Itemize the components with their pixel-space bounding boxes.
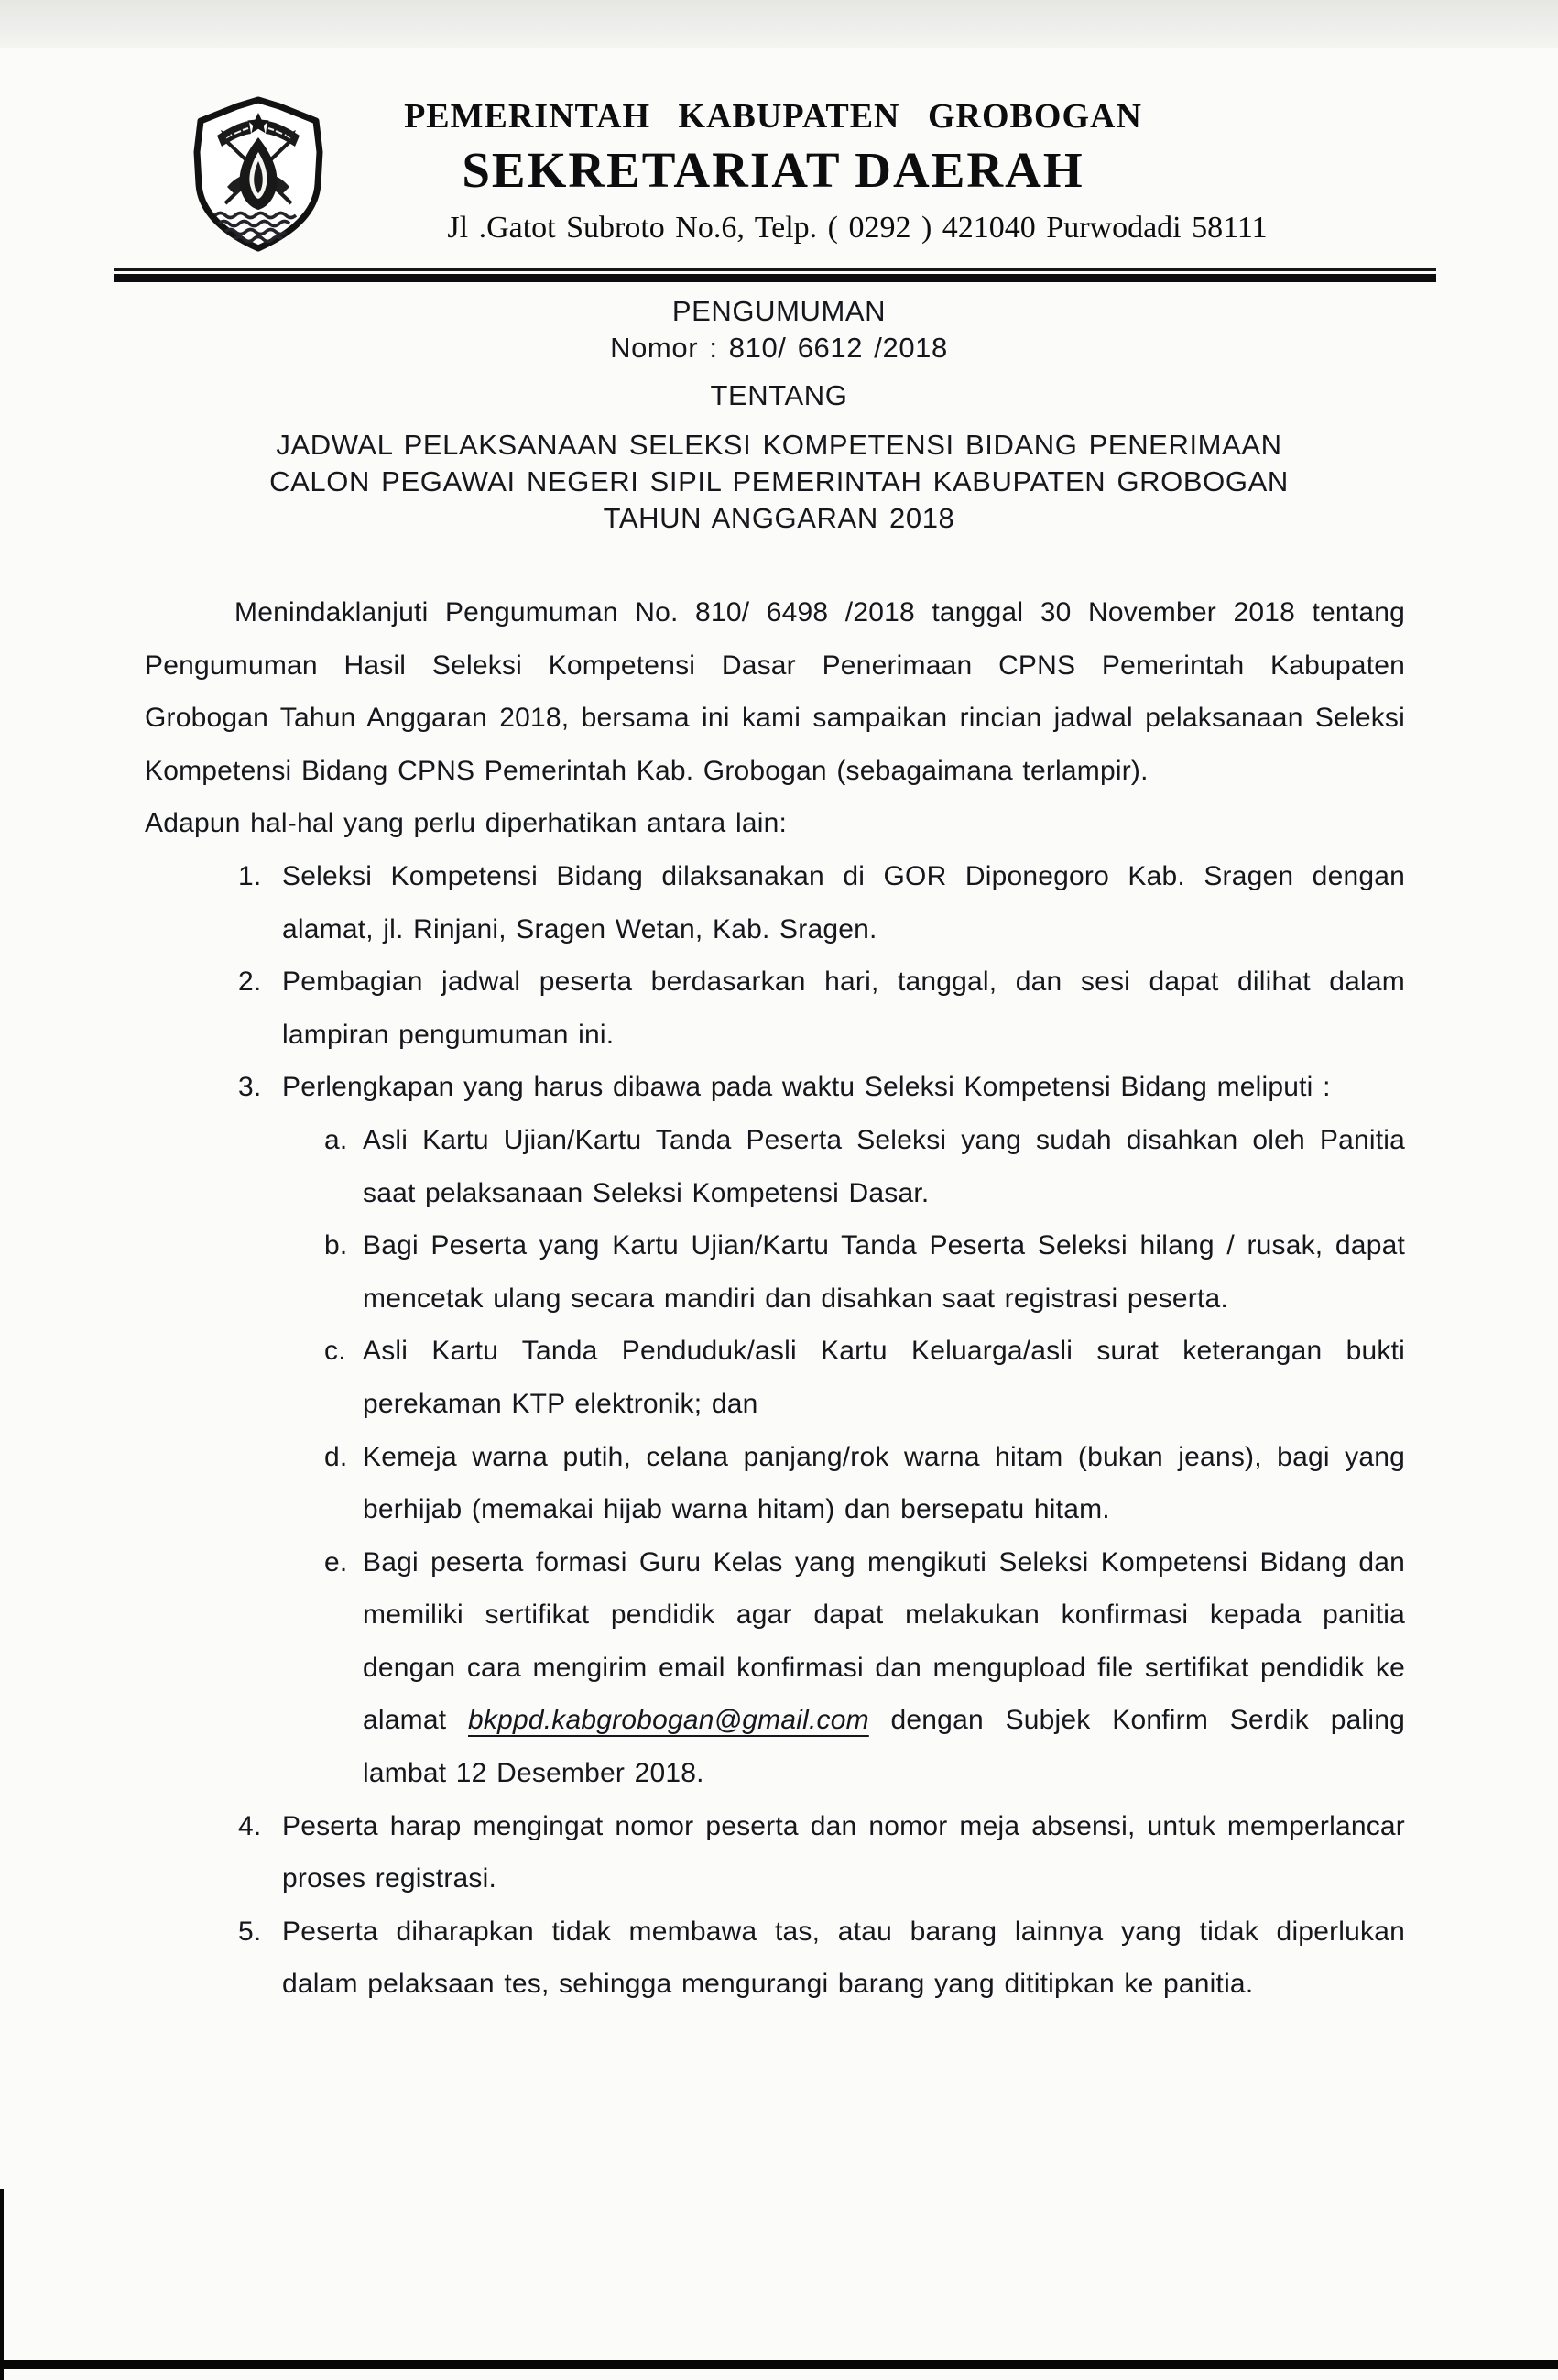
list-marker: c. — [324, 1336, 346, 1367]
sub-item-text: Asli Kartu Tanda Penduduk/asli Kartu Keluarga/asli surat keterangan bukti perekaman KTP elektronik; dan — [363, 1336, 1405, 1419]
letter-body — [145, 586, 1405, 2011]
address-line: Jl .Gatot Subroto No.6, Telp. ( 0292 ) 421040 Purwodadi 58111 — [447, 211, 1268, 245]
scan-bottom-edge-artifact — [0, 2360, 1558, 2369]
divider-thick-line — [114, 274, 1436, 282]
government-name: PEMERINTAH KABUPATEN GROBOGAN — [404, 97, 1142, 136]
list-item-3 — [145, 1061, 1405, 1114]
list-marker: 5. — [238, 1916, 262, 1947]
list-item-text: Peserta diharapkan tidak membawa tas, atau barang lainnya yang tidak diperlukan dalam pelaksaan tes, sehingga mengurangi barang yang dititipkan ke panitia. — [282, 1916, 1405, 2000]
subject-line-3: TAHUN ANGGARAN 2018 — [603, 502, 955, 534]
sub-item-text — [363, 1547, 1405, 1788]
letterhead-divider — [114, 268, 1436, 282]
scan-top-edge-artifact — [0, 0, 1558, 48]
doc-type-heading: PENGUMUMAN — [671, 295, 887, 327]
subject-line-1: JADWAL PELAKSANAAN SELEKSI KOMPETENSI BIDANG PENERIMAAN — [276, 429, 1282, 461]
list-marker: 1. — [238, 860, 262, 891]
list-item-text: Perlengkapan yang harus dibawa pada waktu Seleksi Kompetensi Bidang meliputi : — [282, 1072, 1331, 1103]
list-marker: e. — [324, 1546, 348, 1578]
sub-list-item-b — [145, 1219, 1405, 1325]
list-marker: a. — [324, 1124, 348, 1155]
sub-list-item-c — [145, 1325, 1405, 1430]
about-label: TENTANG — [710, 379, 848, 411]
sub-list-item-a — [145, 1114, 1405, 1219]
list-item-text: Peserta harap mengingat nomor peserta dan nomor meja absensi, untuk memperlancar proses registrasi. — [282, 1810, 1405, 1894]
list-item-4 — [145, 1800, 1405, 1905]
list-marker: 3. — [238, 1072, 262, 1103]
sub-item-text-before-email: Bagi peserta formasi Guru Kelas yang mengikuti Seleksi Kompetensi Bidang dan memiliki sertifikat pendidik agar dapat melakukan konfirmasi kepada panitia dengan cara mengirim email konfirmasi dan mengupload file sertifikat pendidik ke alamat — [363, 1546, 1405, 1736]
sub-list-item-d — [145, 1431, 1405, 1536]
doc-number: Nomor : 810/ 6612 /2018 — [610, 332, 948, 364]
list-item-text: Seleksi Kompetensi Bidang dilaksanakan di GOR Diponegoro Kab. Sragen dengan alamat, jl. Rinjani, Sragen Wetan, Kab. Sragen. — [282, 860, 1405, 944]
divider-thin-line — [114, 268, 1436, 271]
subject-line-2: CALON PEGAWAI NEGERI SIPIL PEMERINTAH KABUPATEN GROBOGAN — [269, 465, 1289, 497]
sub-item-text: Bagi Peserta yang Kartu Ujian/Kartu Tanda Peserta Seleksi hilang / rusak, dapat mencetak ulang secara mandiri dan disahkan saat registrasi peserta. — [363, 1230, 1405, 1314]
department-name: SEKRETARIAT DAERAH — [462, 142, 1084, 198]
sub-list-item-e — [145, 1536, 1405, 1800]
list-item-1 — [145, 850, 1405, 955]
list-marker: d. — [324, 1441, 348, 1472]
list-marker: b. — [324, 1230, 348, 1261]
sub-item-text-after-email: dengan Subjek Konfirm Serdik paling lambat 12 Desember 2018. — [363, 1705, 1405, 1789]
list-marker: 4. — [238, 1810, 262, 1841]
list-marker: 2. — [238, 966, 262, 998]
confirmation-email-address: bkppd.kabgrobogan@gmail.com — [468, 1705, 869, 1736]
sub-item-text: Asli Kartu Ujian/Kartu Tanda Peserta Seleksi yang sudah disahkan oleh Panitia saat pelaksanaan Seleksi Kompetensi Dasar. — [363, 1124, 1405, 1208]
scan-left-edge-artifact — [0, 2189, 4, 2380]
letterhead — [110, 95, 1436, 247]
list-item-text: Pembagian jadwal peserta berdasarkan hari, tanggal, dan sesi dapat dilihat dalam lampiran pengumuman ini. — [282, 966, 1405, 1050]
document-title-block — [0, 293, 1558, 537]
list-item-2 — [145, 955, 1405, 1061]
sub-item-text: Kemeja warna putih, celana panjang/rok warna hitam (bukan jeans), bagi yang berhijab (memakai hijab warna hitam) dan bersepatu hitam. — [363, 1441, 1405, 1525]
list-intro: Adapun hal-hal yang perlu diperhatikan antara lain: — [145, 808, 788, 839]
opening-paragraph: Menindaklanjuti Pengumuman No. 810/ 6498 /2018 tanggal 30 November 2018 tentang Pengumuman Hasil Seleksi Kompetensi Dasar Penerimaan CPNS Pemerintah Kabupaten Grobogan Tahun Anggaran 2018, bersama ini kami sampaikan rincian jadwal pelaksanaan Seleksi Kompetensi Bidang CPNS Pemerintah Kab. Grobogan (sebagaimana terlampir). — [145, 597, 1405, 786]
list-item-5 — [145, 1905, 1405, 2011]
